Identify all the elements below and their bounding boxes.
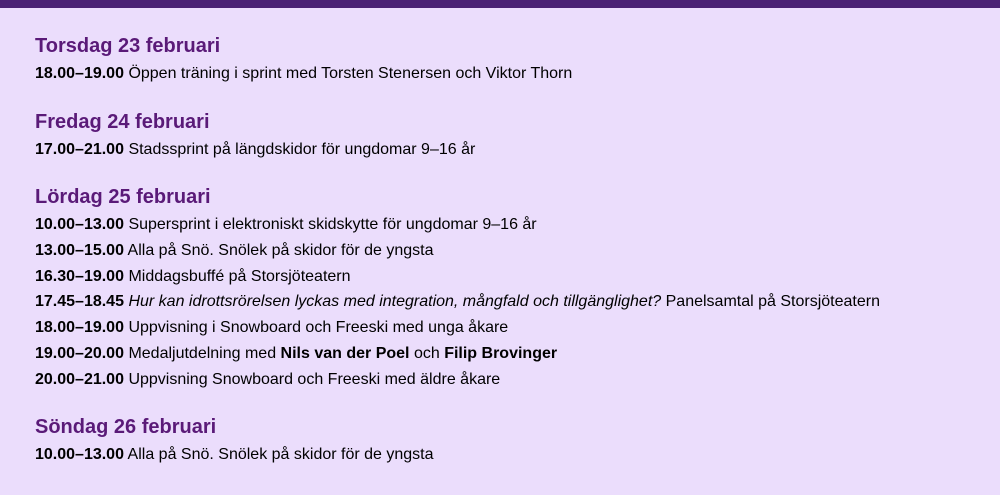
event-description: Alla på Snö. Snölek på skidor för de yngsta <box>127 242 434 260</box>
day-sunday <box>35 415 995 468</box>
event-panel-title: Hur kan idrottsrörelsen lyckas med integration, mångfald och tillgänglighet? <box>128 293 662 311</box>
event-time: 16.30–19.00 <box>35 267 124 285</box>
day-thursday <box>35 34 995 87</box>
event-item <box>35 238 995 264</box>
event-time: 17.45–18.45 <box>35 293 124 311</box>
medalist-name: Filip Brovinger <box>444 344 558 362</box>
top-bar <box>0 0 1000 8</box>
event-item <box>35 341 995 367</box>
event-time: 10.00–13.00 <box>35 446 124 464</box>
event-time: 10.00–13.00 <box>35 216 124 234</box>
event-description: Medaljutdelning med <box>128 344 277 362</box>
day-friday <box>35 110 995 163</box>
event-item <box>35 137 995 163</box>
medalist-name: Nils van der Poel <box>280 344 410 362</box>
event-description: Middagsbuffé på Storsjöteatern <box>128 267 351 285</box>
day-heading: Lördag 25 februari <box>35 186 211 209</box>
event-connector: och <box>413 344 440 362</box>
event-time: 20.00–21.00 <box>35 370 124 388</box>
event-item <box>35 442 995 468</box>
event-time: 18.00–19.00 <box>35 65 124 82</box>
event-time: 17.00–21.00 <box>35 140 124 158</box>
event-description: Panelsamtal på Storsjöteatern <box>665 293 880 311</box>
event-schedule <box>35 34 995 491</box>
event-time: 18.00–19.00 <box>35 319 124 337</box>
day-saturday <box>35 185 995 392</box>
event-time: 13.00–15.00 <box>35 242 124 260</box>
event-item <box>35 264 995 290</box>
event-description: Stadssprint på längdskidor för ungdomar 9–16 år <box>128 140 476 158</box>
day-heading: Fredag 24 februari <box>35 110 210 133</box>
event-item <box>35 212 995 238</box>
event-description: Alla på Snö. Snölek på skidor för de yngsta <box>127 446 434 464</box>
event-description: Uppvisning i Snowboard och Freeski med unga åkare <box>128 319 509 337</box>
event-item <box>35 315 995 341</box>
event-item <box>35 367 995 393</box>
event-item <box>35 61 995 87</box>
event-description: Uppvisning Snowboard och Freeski med äldre åkare <box>128 370 501 388</box>
event-description: Öppen träning i sprint med Torsten Stenersen och Viktor Thorn <box>128 65 573 82</box>
day-heading: Torsdag 23 februari <box>35 35 221 57</box>
event-description: Supersprint i elektroniskt skidskytte för ungdomar 9–16 år <box>128 216 537 234</box>
event-time: 19.00–20.00 <box>35 344 124 362</box>
day-heading: Söndag 26 februari <box>35 416 217 439</box>
event-item <box>35 289 995 315</box>
